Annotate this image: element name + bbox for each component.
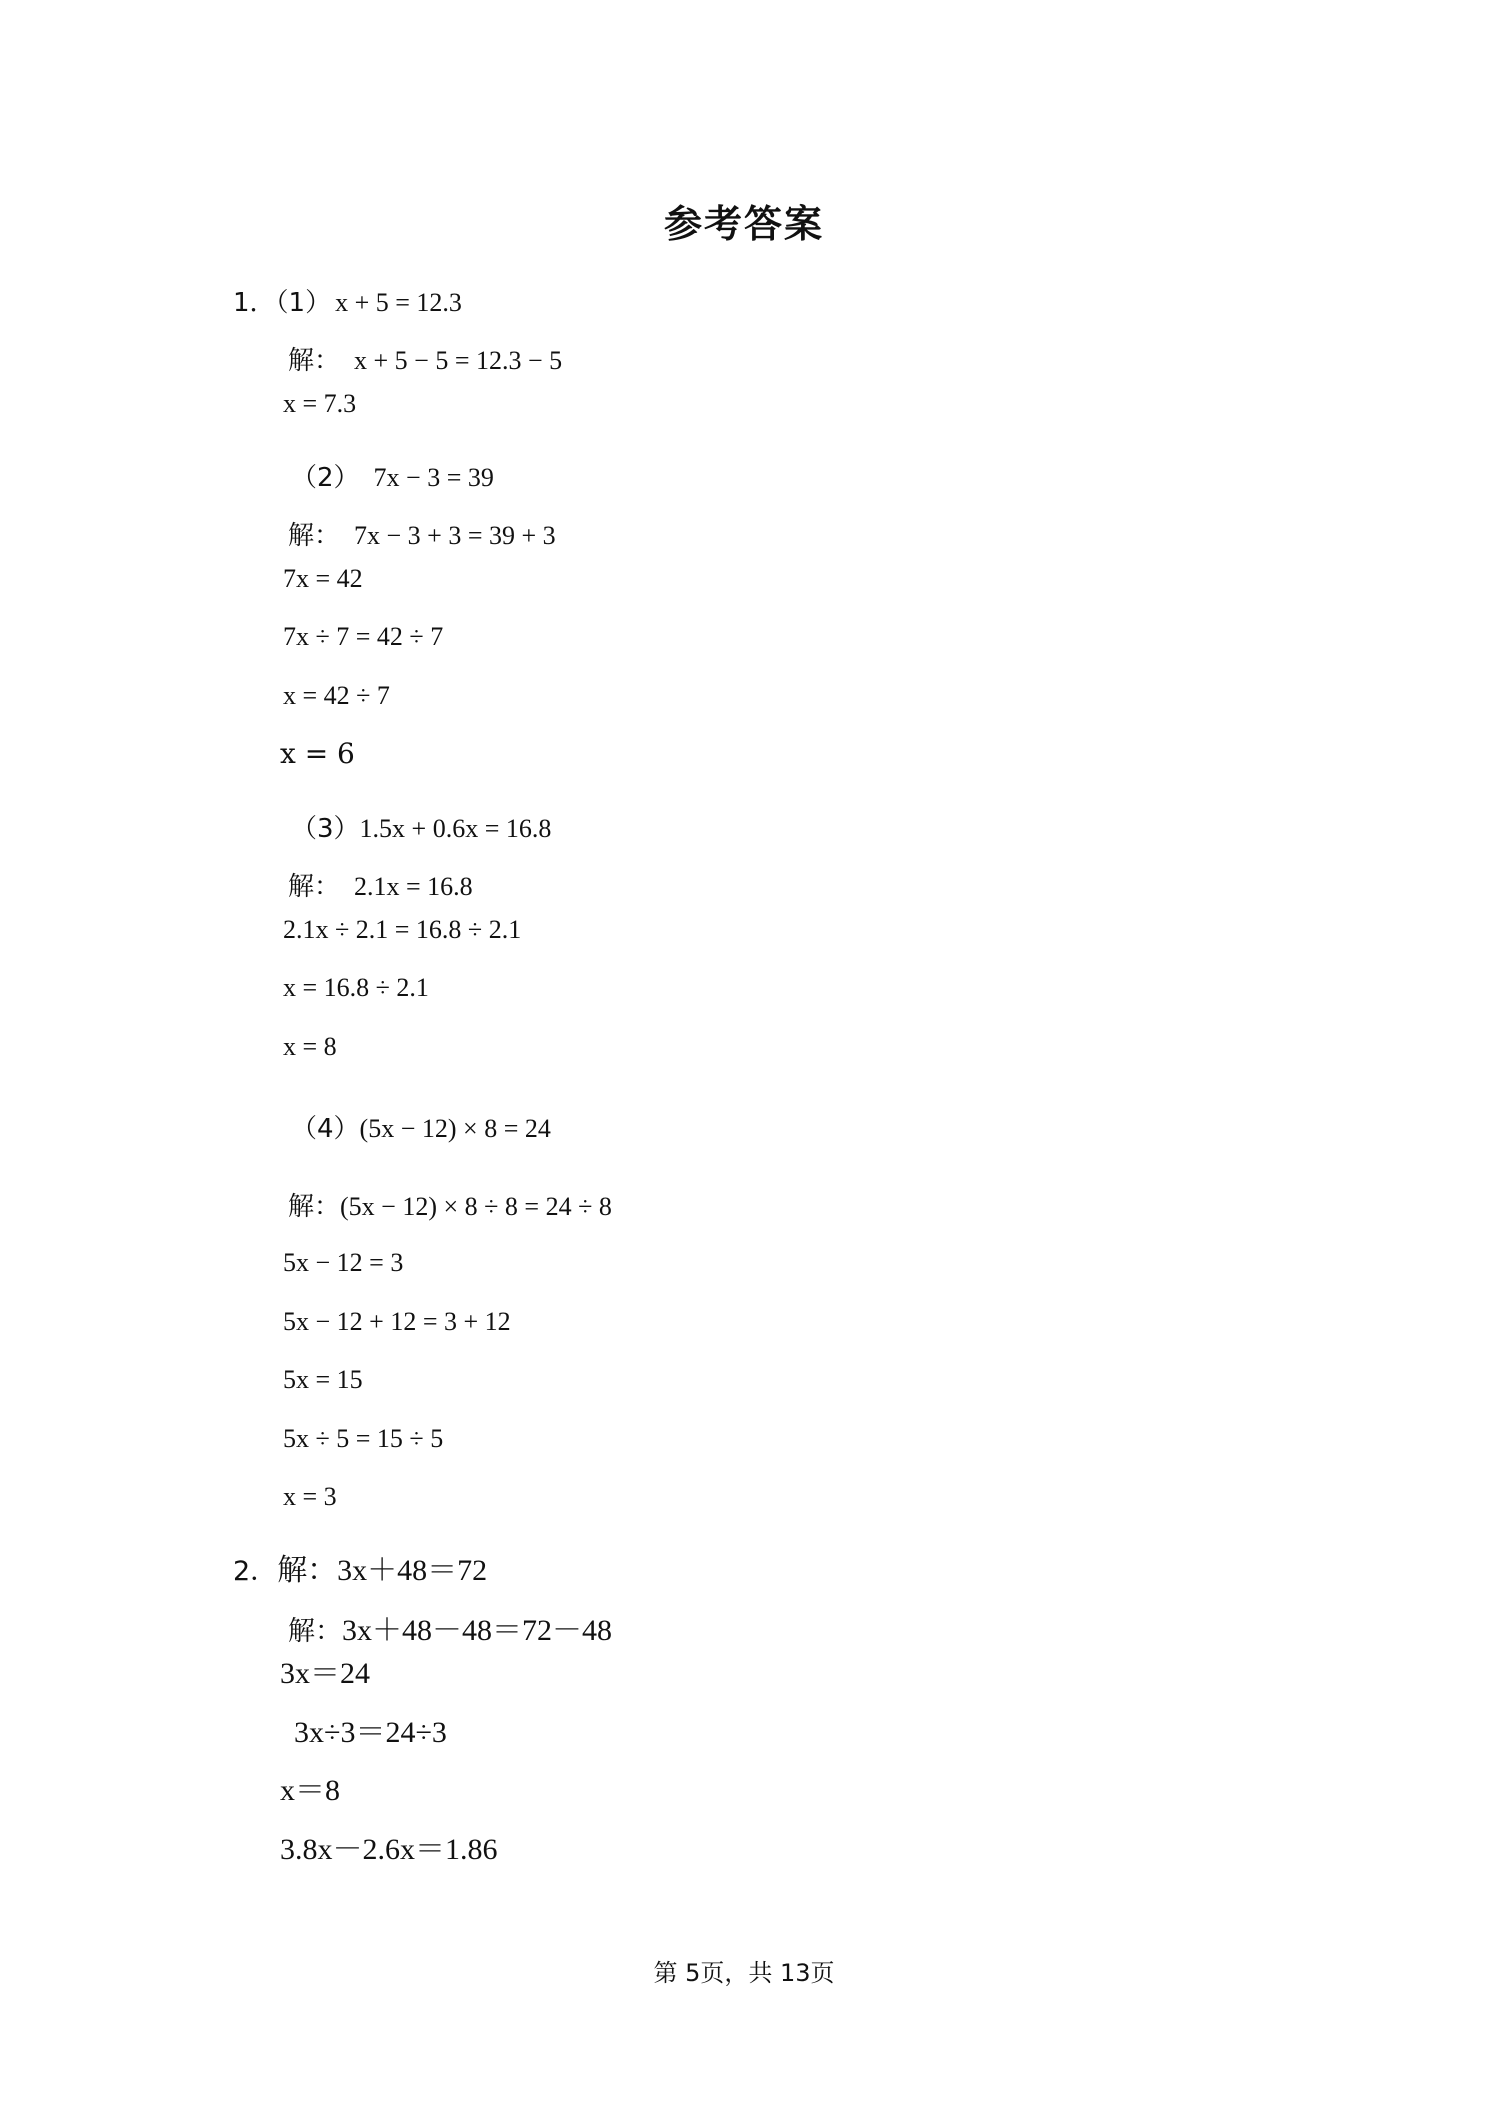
q2-step5: 3.8x－2.6x＝1.86 [280, 1833, 498, 1866]
q1-p2-step1-row [280, 507, 556, 549]
q1-p2-result: x = 6 [280, 737, 355, 770]
q1-header [225, 274, 462, 316]
q1-p4-step2: 5x − 12 = 3 [283, 1248, 404, 1277]
q1-p4-step4: 5x = 15 [283, 1365, 363, 1394]
q2-step1-row [280, 1600, 612, 1646]
q1-p2-step1: 7x − 3 + 3 = 39 + 3 [354, 521, 556, 550]
q1-p1-equation: x + 5 = 12.3 [335, 288, 462, 317]
q1-p1-label: （1） [275, 288, 332, 318]
q2-number: 2． [233, 1556, 278, 1587]
q1-number: 1． [233, 288, 276, 318]
q1-p4-step5: 5x ÷ 5 = 15 ÷ 5 [283, 1424, 444, 1453]
q1-p1-step1: x + 5 − 5 = 12.3 − 5 [354, 346, 563, 375]
q1-p2-step2: 7x = 42 [283, 564, 363, 593]
solution-prefix: 解： [288, 1616, 342, 1647]
q2-head: 解：3x＋48＝72 [277, 1554, 488, 1587]
q1-p4-result: x = 3 [283, 1482, 337, 1511]
solution-prefix: 解： [288, 346, 341, 376]
page-title: 参考答案 [663, 202, 824, 246]
q1-p3-result: x = 8 [283, 1032, 337, 1061]
q2-header [225, 1540, 487, 1586]
q1-p2-header [283, 449, 494, 491]
solution-prefix: 解： [288, 521, 341, 551]
q1-p3-header [283, 800, 551, 842]
q1-p4-step1: (5x − 12) × 8 ÷ 8 = 24 ÷ 8 [340, 1192, 612, 1221]
q1-p3-label: （3） [291, 814, 360, 844]
solution-prefix: 解： [288, 872, 341, 902]
q2-step4: x＝8 [280, 1774, 340, 1807]
q1-p2-step4: x = 42 ÷ 7 [283, 681, 390, 710]
q1-p1-step1-row [280, 332, 562, 374]
q1-p4-label: （4） [291, 1114, 360, 1144]
q2-step2: 3x＝24 [280, 1657, 370, 1690]
page-footer: 第 5页，共 13页 [653, 1959, 835, 1987]
q1-p4-step3: 5x − 12 + 12 = 3 + 12 [283, 1307, 511, 1336]
q2-step3: 3x÷3＝24÷3 [294, 1716, 447, 1749]
solution-prefix: 解： [288, 1192, 341, 1222]
q1-p2-step3: 7x ÷ 7 = 42 ÷ 7 [283, 622, 444, 651]
q1-p3-step3: x = 16.8 ÷ 2.1 [283, 973, 429, 1002]
q1-p4-header [283, 1100, 551, 1142]
q1-p4-step1-row [280, 1178, 612, 1220]
q2-step1: 3x＋48－48＝72－48 [342, 1614, 612, 1647]
q1-p2-label: （2） [291, 463, 360, 493]
q1-p3-step1-row [280, 858, 473, 900]
q1-p3-equation: 1.5x + 0.6x = 16.8 [359, 814, 552, 843]
q1-p3-step2: 2.1x ÷ 2.1 = 16.8 ÷ 2.1 [283, 915, 522, 944]
q1-p4-equation: (5x − 12) × 8 = 24 [359, 1114, 551, 1143]
q1-p2-equation: 7x − 3 = 39 [373, 463, 494, 492]
q1-p3-step1: 2.1x = 16.8 [354, 872, 473, 901]
q1-p1-result: x = 7.3 [283, 389, 357, 418]
